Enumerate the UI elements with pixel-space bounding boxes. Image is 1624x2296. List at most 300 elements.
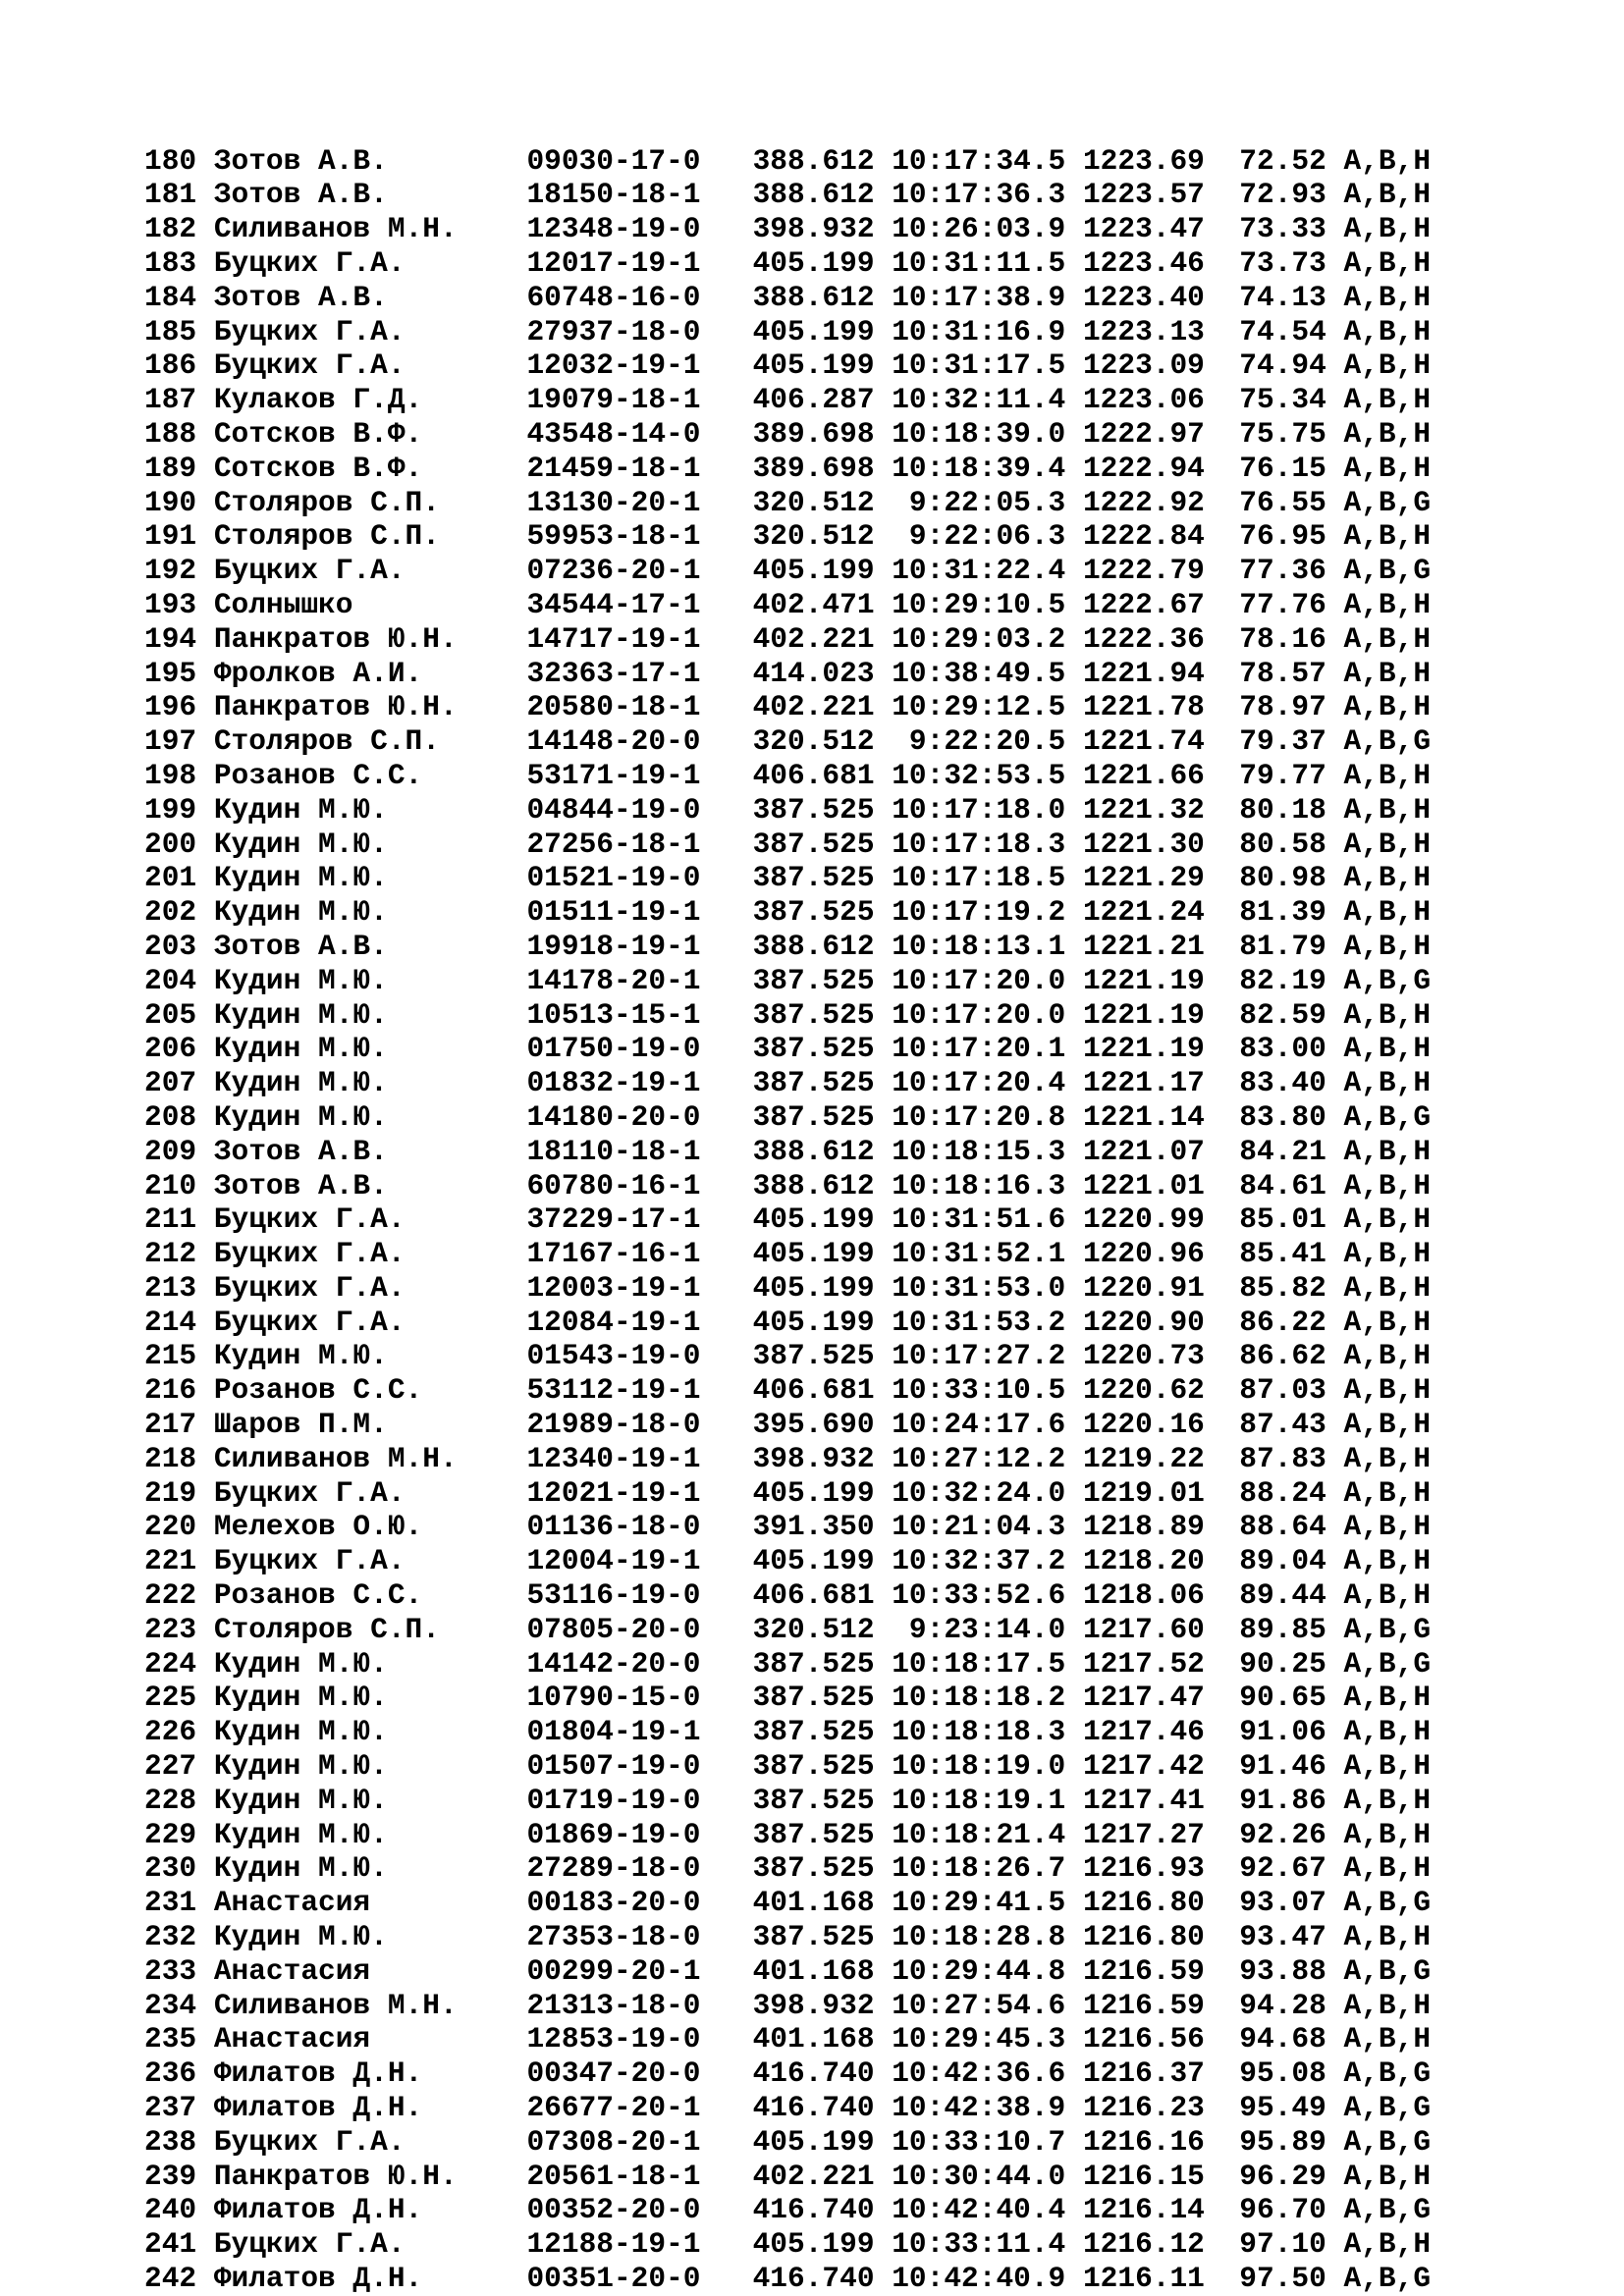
- speed-cell: 1216.14: [1082, 2193, 1205, 2227]
- class-cell: A,B,H: [1343, 1715, 1432, 1749]
- ring-cell: 00347-20-0: [526, 2056, 701, 2091]
- speed-cell: 1220.91: [1082, 1270, 1205, 1305]
- class-cell: A,B,H: [1343, 1681, 1432, 1715]
- owner-cell: Солнышко: [213, 587, 510, 621]
- coefficient-cell: 82.19: [1239, 963, 1326, 997]
- distance-cell: 320.512: [752, 485, 875, 519]
- time-cell: 10:17:18.0: [892, 792, 1066, 827]
- speed-cell: 1217.52: [1082, 1646, 1205, 1681]
- coefficient-cell: 73.73: [1239, 245, 1326, 280]
- owner-cell: Столяров С.П.: [213, 724, 510, 759]
- place-cell: 224: [144, 1646, 197, 1681]
- ring-cell: 12188-19-1: [526, 2227, 701, 2262]
- owner-cell: Кудин М.Ю.: [213, 895, 510, 930]
- speed-cell: 1220.90: [1082, 1305, 1205, 1339]
- ring-cell: 12004-19-1: [526, 1544, 701, 1578]
- time-cell: 10:17:38.9: [892, 280, 1066, 314]
- class-cell: A,B,H: [1343, 861, 1432, 895]
- place-cell: 210: [144, 1168, 197, 1202]
- distance-cell: 387.525: [752, 861, 875, 895]
- speed-cell: 1216.80: [1082, 1920, 1205, 1954]
- class-cell: A,B,H: [1343, 1510, 1432, 1544]
- coefficient-cell: 80.58: [1239, 827, 1326, 861]
- place-cell: 208: [144, 1099, 197, 1134]
- place-cell: 233: [144, 1953, 197, 1988]
- distance-cell: 401.168: [752, 2022, 875, 2056]
- owner-cell: Кудин М.Ю.: [213, 1099, 510, 1134]
- table-row: [144, 246, 1431, 281]
- place-cell: 242: [144, 2262, 197, 2295]
- table-row: [144, 1647, 1431, 1682]
- class-cell: A,B,H: [1343, 792, 1432, 827]
- speed-cell: 1221.94: [1082, 656, 1205, 690]
- ring-cell: 09030-17-0: [526, 143, 701, 178]
- table-row: [144, 348, 1431, 383]
- ring-cell: 34544-17-1: [526, 587, 701, 621]
- time-cell: 10:18:26.7: [892, 1851, 1066, 1886]
- class-cell: A,B,H: [1343, 348, 1432, 383]
- owner-cell: Буцких Г.А.: [213, 1237, 510, 1271]
- speed-cell: 1216.37: [1082, 2056, 1205, 2091]
- time-cell: 10:33:11.4: [892, 2227, 1066, 2262]
- coefficient-cell: 84.61: [1239, 1168, 1326, 1202]
- owner-cell: Панкратов Ю.Н.: [213, 621, 510, 656]
- class-cell: A,B,H: [1343, 1237, 1432, 1271]
- class-cell: A,B,H: [1343, 212, 1432, 246]
- speed-cell: 1221.32: [1082, 792, 1205, 827]
- table-row: [144, 2091, 1431, 2125]
- distance-cell: 387.525: [752, 1339, 875, 1373]
- ring-cell: 12084-19-1: [526, 1305, 701, 1339]
- distance-cell: 387.525: [752, 997, 875, 1032]
- owner-cell: Буцких Г.А.: [213, 1270, 510, 1305]
- place-cell: 241: [144, 2227, 197, 2262]
- speed-cell: 1222.92: [1082, 485, 1205, 519]
- table-row: [144, 1066, 1431, 1100]
- distance-cell: 388.612: [752, 1134, 875, 1168]
- ring-cell: 21459-18-1: [526, 451, 701, 485]
- time-cell: 10:32:37.2: [892, 1544, 1066, 1578]
- coefficient-cell: 90.25: [1239, 1646, 1326, 1681]
- ring-cell: 21989-18-0: [526, 1408, 701, 1442]
- time-cell: 10:17:20.1: [892, 1032, 1066, 1066]
- distance-cell: 405.199: [752, 245, 875, 280]
- class-cell: A,B,H: [1343, 2022, 1432, 2056]
- coefficient-cell: 91.06: [1239, 1715, 1326, 1749]
- time-cell: 10:42:40.4: [892, 2193, 1066, 2227]
- place-cell: 212: [144, 1237, 197, 1271]
- time-cell: 10:42:38.9: [892, 2091, 1066, 2125]
- owner-cell: Буцких Г.А.: [213, 2227, 510, 2262]
- coefficient-cell: 94.68: [1239, 2022, 1326, 2056]
- coefficient-cell: 88.24: [1239, 1475, 1326, 1510]
- distance-cell: 387.525: [752, 1715, 875, 1749]
- owner-cell: Кудин М.Ю.: [213, 1715, 510, 1749]
- ring-cell: 43548-14-0: [526, 416, 701, 451]
- distance-cell: 405.199: [752, 554, 875, 588]
- table-row: [144, 1578, 1431, 1613]
- class-cell: A,B,G: [1343, 963, 1432, 997]
- table-row: [144, 1510, 1431, 1544]
- speed-cell: 1223.06: [1082, 383, 1205, 417]
- table-row: [144, 1169, 1431, 1203]
- speed-cell: 1222.94: [1082, 451, 1205, 485]
- time-cell: 10:42:36.6: [892, 2056, 1066, 2091]
- coefficient-cell: 95.08: [1239, 2056, 1326, 2091]
- place-cell: 200: [144, 827, 197, 861]
- coefficient-cell: 74.94: [1239, 348, 1326, 383]
- ring-cell: 17167-16-1: [526, 1237, 701, 1271]
- time-cell: 10:30:44.0: [892, 2159, 1066, 2193]
- class-cell: A,B,H: [1343, 1749, 1432, 1784]
- speed-cell: 1221.66: [1082, 758, 1205, 792]
- coefficient-cell: 93.07: [1239, 1886, 1326, 1920]
- table-row: [144, 724, 1431, 759]
- speed-cell: 1218.20: [1082, 1544, 1205, 1578]
- table-row: [144, 315, 1431, 349]
- speed-cell: 1219.22: [1082, 1441, 1205, 1475]
- coefficient-cell: 74.13: [1239, 280, 1326, 314]
- speed-cell: 1216.93: [1082, 1851, 1205, 1886]
- time-cell: 10:18:39.0: [892, 416, 1066, 451]
- ring-cell: 14142-20-0: [526, 1646, 701, 1681]
- ring-cell: 60780-16-1: [526, 1168, 701, 1202]
- ring-cell: 12032-19-1: [526, 348, 701, 383]
- speed-cell: 1223.57: [1082, 178, 1205, 212]
- table-row: [144, 2022, 1431, 2056]
- ring-cell: 14717-19-1: [526, 621, 701, 656]
- place-cell: 215: [144, 1339, 197, 1373]
- table-row: [144, 554, 1431, 588]
- ring-cell: 01804-19-1: [526, 1715, 701, 1749]
- distance-cell: 402.471: [752, 587, 875, 621]
- coefficient-cell: 75.75: [1239, 416, 1326, 451]
- place-cell: 229: [144, 1817, 197, 1851]
- table-row: [144, 622, 1431, 657]
- owner-cell: Филатов Д.Н.: [213, 2193, 510, 2227]
- time-cell: 10:18:16.3: [892, 1168, 1066, 1202]
- class-cell: A,B,H: [1343, 997, 1432, 1032]
- owner-cell: Розанов С.С.: [213, 758, 510, 792]
- class-cell: A,B,H: [1343, 656, 1432, 690]
- speed-cell: 1217.47: [1082, 1681, 1205, 1715]
- owner-cell: Филатов Д.Н.: [213, 2262, 510, 2295]
- time-cell: 10:18:39.4: [892, 451, 1066, 485]
- speed-cell: 1221.19: [1082, 963, 1205, 997]
- speed-cell: 1222.84: [1082, 519, 1205, 554]
- ring-cell: 04844-19-0: [526, 792, 701, 827]
- owner-cell: Зотов А.В.: [213, 143, 510, 178]
- distance-cell: 416.740: [752, 2056, 875, 2091]
- owner-cell: Столяров С.П.: [213, 519, 510, 554]
- owner-cell: Буцких Г.А.: [213, 2124, 510, 2159]
- time-cell: 10:27:12.2: [892, 1441, 1066, 1475]
- speed-cell: 1216.12: [1082, 2227, 1205, 2262]
- class-cell: A,B,H: [1343, 895, 1432, 930]
- time-cell: 10:31:17.5: [892, 348, 1066, 383]
- time-cell: 10:38:49.5: [892, 656, 1066, 690]
- distance-cell: 405.199: [752, 1237, 875, 1271]
- table-row: [144, 1989, 1431, 2023]
- ring-cell: 19079-18-1: [526, 383, 701, 417]
- ring-cell: 01543-19-0: [526, 1339, 701, 1373]
- ring-cell: 27353-18-0: [526, 1920, 701, 1954]
- owner-cell: Зотов А.В.: [213, 929, 510, 963]
- speed-cell: 1221.14: [1082, 1099, 1205, 1134]
- time-cell: 10:18:15.3: [892, 1134, 1066, 1168]
- place-cell: 193: [144, 587, 197, 621]
- ring-cell: 53116-19-0: [526, 1578, 701, 1613]
- place-cell: 213: [144, 1270, 197, 1305]
- ring-cell: 07236-20-1: [526, 554, 701, 588]
- distance-cell: 406.681: [752, 1578, 875, 1613]
- table-row: [144, 1818, 1431, 1852]
- ring-cell: 01521-19-0: [526, 861, 701, 895]
- place-cell: 187: [144, 383, 197, 417]
- speed-cell: 1217.41: [1082, 1783, 1205, 1817]
- place-cell: 184: [144, 280, 197, 314]
- place-cell: 191: [144, 519, 197, 554]
- table-row: [144, 1135, 1431, 1169]
- table-row: [144, 1715, 1431, 1749]
- speed-cell: 1223.40: [1082, 280, 1205, 314]
- place-cell: 196: [144, 690, 197, 724]
- owner-cell: Кудин М.Ю.: [213, 1339, 510, 1373]
- table-row: [144, 1032, 1431, 1066]
- ring-cell: 26677-20-1: [526, 2091, 701, 2125]
- table-row: [144, 964, 1431, 998]
- speed-cell: 1217.42: [1082, 1749, 1205, 1784]
- table-row: [144, 1339, 1431, 1373]
- table-row: [144, 793, 1431, 828]
- ring-cell: 00299-20-1: [526, 1953, 701, 1988]
- ring-cell: 13130-20-1: [526, 485, 701, 519]
- coefficient-cell: 76.95: [1239, 519, 1326, 554]
- table-row: [144, 998, 1431, 1033]
- class-cell: A,B,H: [1343, 758, 1432, 792]
- place-cell: 195: [144, 656, 197, 690]
- class-cell: A,B,H: [1343, 1851, 1432, 1886]
- distance-cell: 320.512: [752, 519, 875, 554]
- speed-cell: 1222.79: [1082, 554, 1205, 588]
- ring-cell: 60748-16-0: [526, 280, 701, 314]
- ring-cell: 12348-19-0: [526, 212, 701, 246]
- time-cell: 10:18:13.1: [892, 929, 1066, 963]
- distance-cell: 402.221: [752, 2159, 875, 2193]
- ring-cell: 01719-19-0: [526, 1783, 701, 1817]
- coefficient-cell: 83.80: [1239, 1099, 1326, 1134]
- class-cell: A,B,H: [1343, 929, 1432, 963]
- time-cell: 10:17:27.2: [892, 1339, 1066, 1373]
- distance-cell: 405.199: [752, 1475, 875, 1510]
- distance-cell: 387.525: [752, 1032, 875, 1066]
- ring-cell: 19918-19-1: [526, 929, 701, 963]
- coefficient-cell: 93.88: [1239, 1953, 1326, 1988]
- ring-cell: 00183-20-0: [526, 1886, 701, 1920]
- class-cell: A,B,H: [1343, 451, 1432, 485]
- class-cell: A,B,H: [1343, 143, 1432, 178]
- owner-cell: Панкратов Ю.Н.: [213, 690, 510, 724]
- table-row: [144, 1613, 1431, 1647]
- owner-cell: Буцких Г.А.: [213, 245, 510, 280]
- class-cell: A,B,H: [1343, 1202, 1432, 1237]
- speed-cell: 1222.97: [1082, 416, 1205, 451]
- owner-cell: Розанов С.С.: [213, 1373, 510, 1408]
- time-cell: 10:29:03.2: [892, 621, 1066, 656]
- class-cell: A,B,H: [1343, 1339, 1432, 1373]
- coefficient-cell: 85.82: [1239, 1270, 1326, 1305]
- speed-cell: 1220.73: [1082, 1339, 1205, 1373]
- owner-cell: Буцких Г.А.: [213, 1202, 510, 1237]
- distance-cell: 398.932: [752, 212, 875, 246]
- distance-cell: 387.525: [752, 1099, 875, 1134]
- speed-cell: 1222.36: [1082, 621, 1205, 656]
- distance-cell: 387.525: [752, 792, 875, 827]
- ring-cell: 07308-20-1: [526, 2124, 701, 2159]
- class-cell: A,B,H: [1343, 1168, 1432, 1202]
- distance-cell: 387.525: [752, 1783, 875, 1817]
- table-row: [144, 1237, 1431, 1271]
- coefficient-cell: 92.67: [1239, 1851, 1326, 1886]
- owner-cell: Кудин М.Ю.: [213, 1646, 510, 1681]
- ring-cell: 12853-19-0: [526, 2022, 701, 2056]
- place-cell: 237: [144, 2091, 197, 2125]
- place-cell: 239: [144, 2159, 197, 2193]
- table-row: [144, 2193, 1431, 2227]
- class-cell: A,B,H: [1343, 1988, 1432, 2022]
- owner-cell: Сотсков В.Ф.: [213, 416, 510, 451]
- time-cell: 10:26:03.9: [892, 212, 1066, 246]
- speed-cell: 1216.80: [1082, 1886, 1205, 1920]
- speed-cell: 1221.19: [1082, 1032, 1205, 1066]
- speed-cell: 1218.89: [1082, 1510, 1205, 1544]
- table-row: [144, 1920, 1431, 1954]
- time-cell: 10:31:52.1: [892, 1237, 1066, 1271]
- time-cell: 10:31:51.6: [892, 1202, 1066, 1237]
- ring-cell: 01832-19-1: [526, 1066, 701, 1100]
- distance-cell: 402.221: [752, 621, 875, 656]
- time-cell: 10:17:18.5: [892, 861, 1066, 895]
- place-cell: 204: [144, 963, 197, 997]
- speed-cell: 1216.16: [1082, 2124, 1205, 2159]
- time-cell: 10:31:53.0: [892, 1270, 1066, 1305]
- table-row: [144, 144, 1431, 179]
- speed-cell: 1221.30: [1082, 827, 1205, 861]
- table-row: [144, 759, 1431, 793]
- time-cell: 10:17:20.0: [892, 963, 1066, 997]
- coefficient-cell: 96.70: [1239, 2193, 1326, 2227]
- place-cell: 206: [144, 1032, 197, 1066]
- distance-cell: 395.690: [752, 1408, 875, 1442]
- distance-cell: 405.199: [752, 1544, 875, 1578]
- owner-cell: Анастасия: [213, 1886, 510, 1920]
- owner-cell: Мелехов О.Ю.: [213, 1510, 510, 1544]
- class-cell: A,B,G: [1343, 2124, 1432, 2159]
- place-cell: 220: [144, 1510, 197, 1544]
- class-cell: A,B,H: [1343, 1134, 1432, 1168]
- place-cell: 188: [144, 416, 197, 451]
- owner-cell: Сотсков В.Ф.: [213, 451, 510, 485]
- speed-cell: 1220.16: [1082, 1408, 1205, 1442]
- ring-cell: 37229-17-1: [526, 1202, 701, 1237]
- time-cell: 10:29:45.3: [892, 2022, 1066, 2056]
- place-cell: 232: [144, 1920, 197, 1954]
- owner-cell: Кудин М.Ю.: [213, 963, 510, 997]
- table-row: [144, 2125, 1431, 2160]
- time-cell: 10:33:52.6: [892, 1578, 1066, 1613]
- owner-cell: Кудин М.Ю.: [213, 861, 510, 895]
- place-cell: 205: [144, 997, 197, 1032]
- class-cell: A,B,H: [1343, 1783, 1432, 1817]
- speed-cell: 1221.19: [1082, 997, 1205, 1032]
- time-cell: 10:17:34.5: [892, 143, 1066, 178]
- class-cell: A,B,H: [1343, 178, 1432, 212]
- speed-cell: 1220.96: [1082, 1237, 1205, 1271]
- class-cell: A,B,H: [1343, 1305, 1432, 1339]
- time-cell: 10:18:18.3: [892, 1715, 1066, 1749]
- coefficient-cell: 85.41: [1239, 1237, 1326, 1271]
- ring-cell: 07805-20-0: [526, 1612, 701, 1646]
- distance-cell: 320.512: [752, 724, 875, 759]
- place-cell: 181: [144, 178, 197, 212]
- table-row: [144, 930, 1431, 964]
- table-row: [144, 1100, 1431, 1135]
- distance-cell: 416.740: [752, 2193, 875, 2227]
- class-cell: A,B,H: [1343, 1066, 1432, 1100]
- class-cell: A,B,H: [1343, 827, 1432, 861]
- time-cell: 9:22:20.5: [892, 724, 1066, 759]
- ring-cell: 10513-15-1: [526, 997, 701, 1032]
- place-cell: 221: [144, 1544, 197, 1578]
- coefficient-cell: 85.01: [1239, 1202, 1326, 1237]
- table-row: [144, 2160, 1431, 2194]
- class-cell: A,B,H: [1343, 383, 1432, 417]
- class-cell: A,B,H: [1343, 1920, 1432, 1954]
- ring-cell: 00351-20-0: [526, 2262, 701, 2295]
- time-cell: 10:18:18.2: [892, 1681, 1066, 1715]
- speed-cell: 1221.24: [1082, 895, 1205, 930]
- table-row: [144, 828, 1431, 862]
- distance-cell: 388.612: [752, 929, 875, 963]
- time-cell: 10:17:36.3: [892, 178, 1066, 212]
- distance-cell: 387.525: [752, 1817, 875, 1851]
- coefficient-cell: 95.89: [1239, 2124, 1326, 2159]
- speed-cell: 1221.74: [1082, 724, 1205, 759]
- ring-cell: 00352-20-0: [526, 2193, 701, 2227]
- speed-cell: 1223.09: [1082, 348, 1205, 383]
- coefficient-cell: 82.59: [1239, 997, 1326, 1032]
- distance-cell: 405.199: [752, 1202, 875, 1237]
- coefficient-cell: 83.00: [1239, 1032, 1326, 1066]
- distance-cell: 416.740: [752, 2091, 875, 2125]
- time-cell: 10:42:40.9: [892, 2262, 1066, 2295]
- table-row: [144, 895, 1431, 930]
- distance-cell: 401.168: [752, 1953, 875, 1988]
- speed-cell: 1217.27: [1082, 1817, 1205, 1851]
- results-table: [144, 76, 1431, 2296]
- speed-cell: 1223.47: [1082, 212, 1205, 246]
- place-cell: 190: [144, 485, 197, 519]
- distance-cell: 387.525: [752, 895, 875, 930]
- owner-cell: Столяров С.П.: [213, 1612, 510, 1646]
- time-cell: 10:18:17.5: [892, 1646, 1066, 1681]
- owner-cell: Анастасия: [213, 1953, 510, 1988]
- place-cell: 203: [144, 929, 197, 963]
- time-cell: 10:24:17.6: [892, 1408, 1066, 1442]
- table-row: [144, 1544, 1431, 1578]
- owner-cell: Буцких Г.А.: [213, 1305, 510, 1339]
- class-cell: A,B,H: [1343, 587, 1432, 621]
